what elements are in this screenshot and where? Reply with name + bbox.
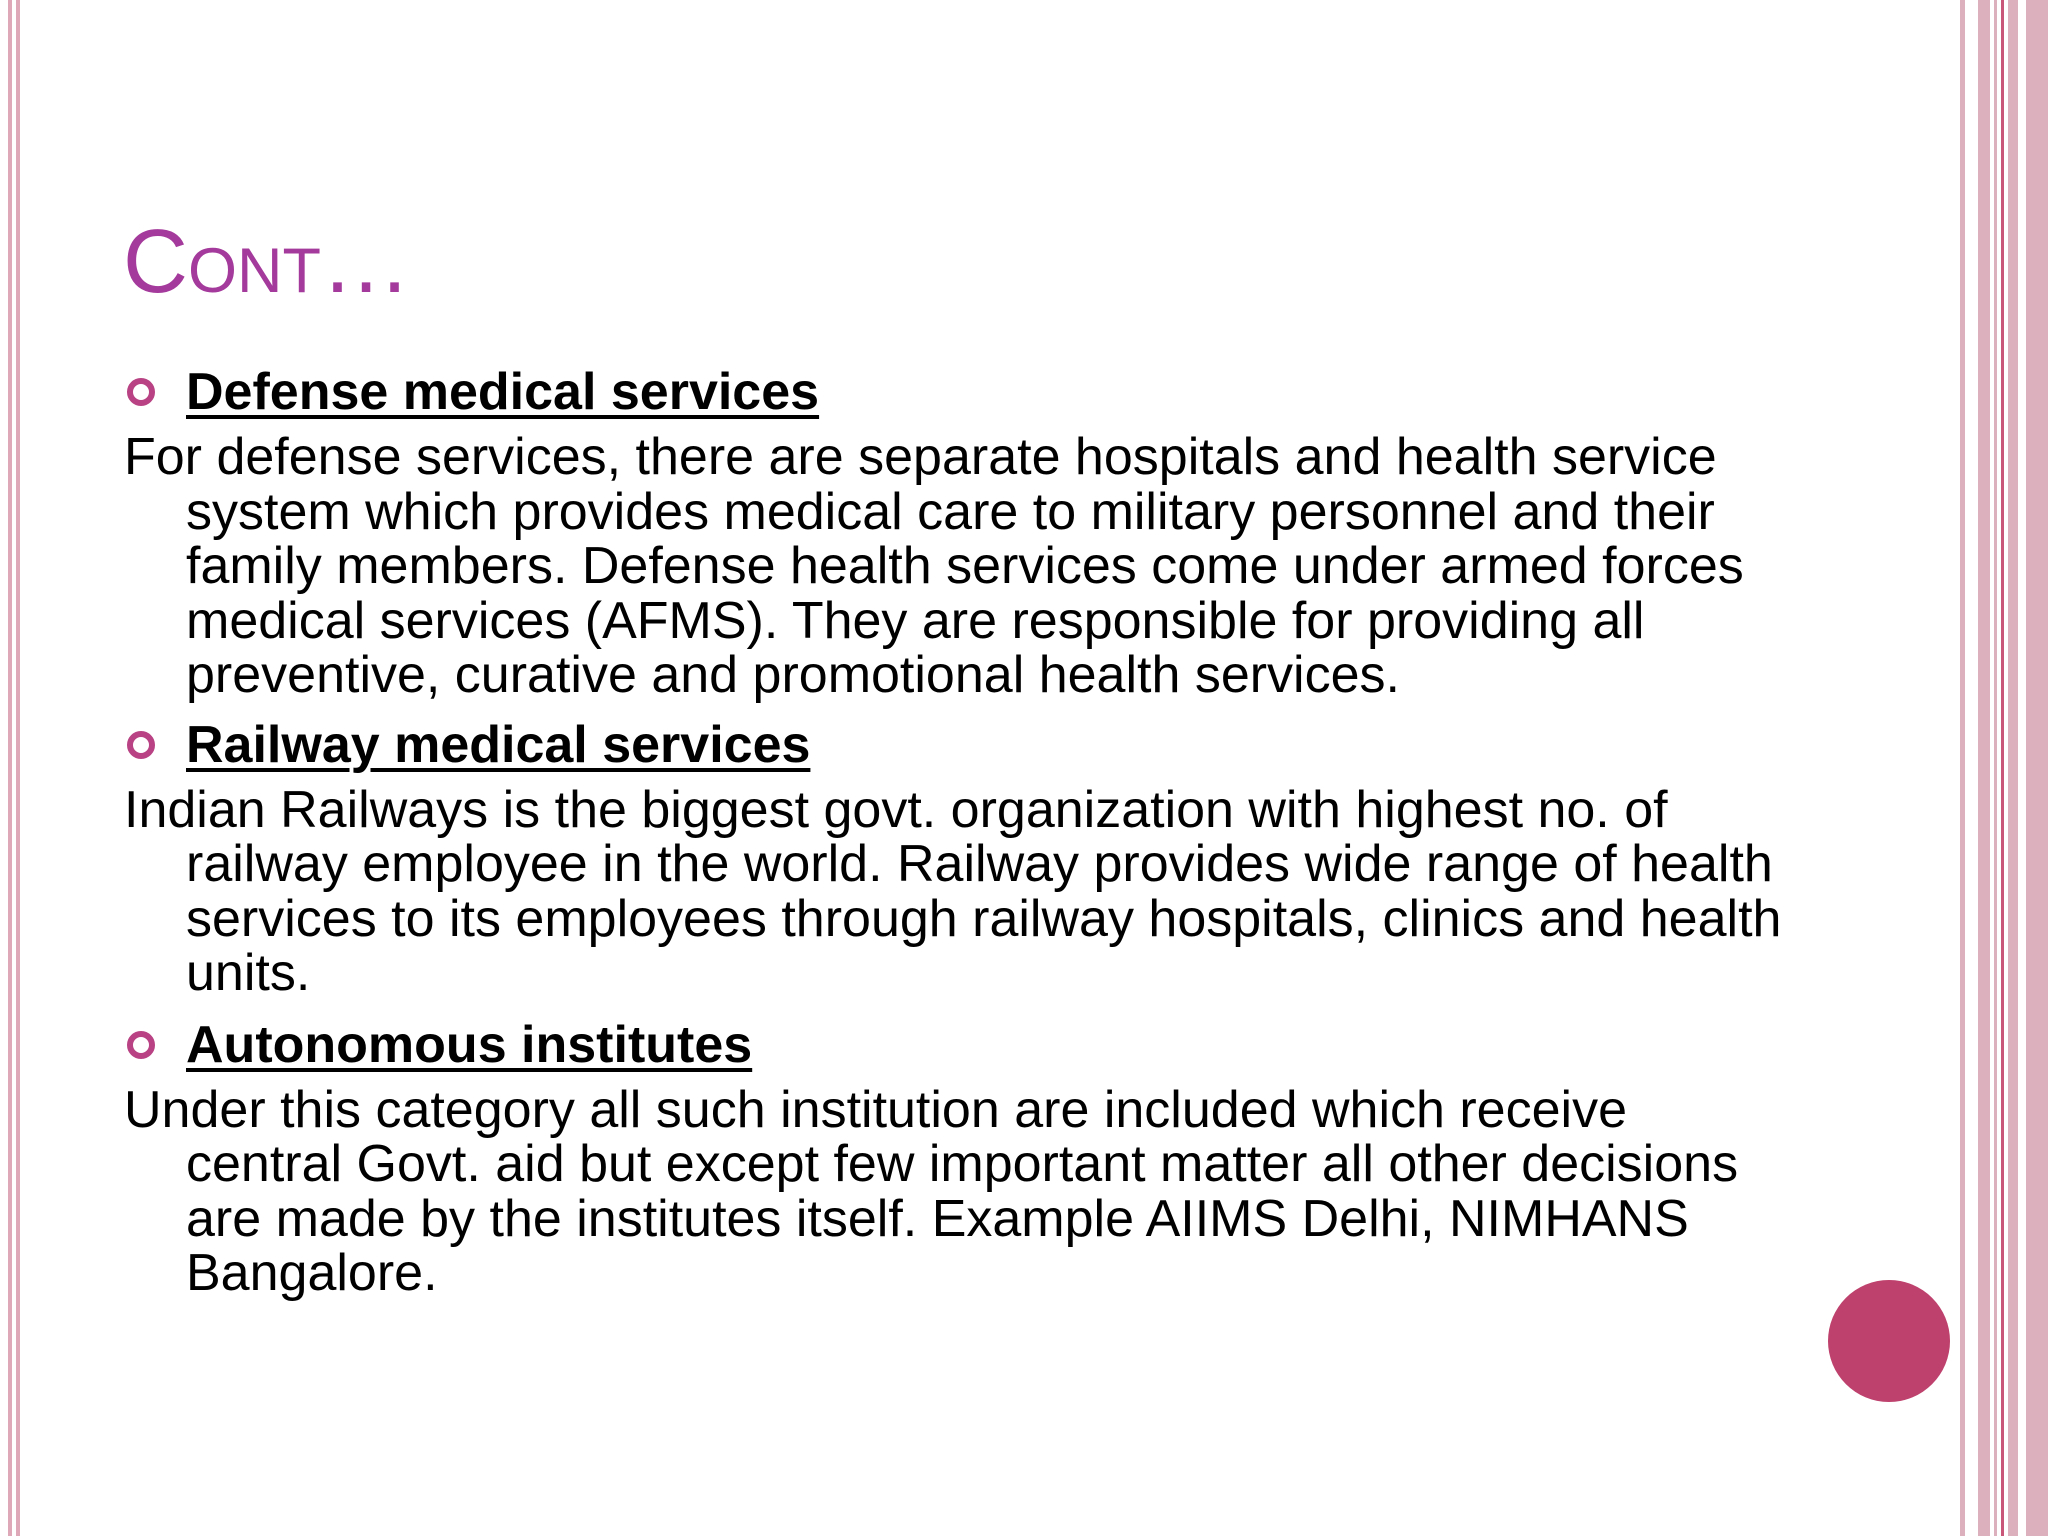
- bullet-item: [124, 362, 1784, 422]
- right-border-stripe: [2008, 0, 2018, 1536]
- right-border-stripe: [2026, 0, 2048, 1536]
- bullet-item: [124, 715, 1784, 775]
- hollow-circle-bullet-icon: [127, 731, 155, 759]
- right-border-stripe: [1960, 0, 1965, 1536]
- right-border-accent-stripe: [2001, 0, 2004, 1536]
- section-paragraph: For defense services, there are separate hospitals and health service system which provides medical care to military personnel and their family members. Defense health services come under armed forces medical services (AFMS). They are responsible for providing all preventive, curative and promotional health services.: [124, 428, 1744, 704]
- hollow-circle-bullet-icon: [127, 1031, 155, 1059]
- slide-title: Cont…: [123, 212, 411, 312]
- section-heading: Defense medical services: [186, 363, 820, 421]
- bullet-item: [124, 1015, 1784, 1075]
- section-heading: Autonomous institutes: [186, 1015, 753, 1074]
- left-border-stripe: [8, 0, 12, 1536]
- section-autonomous-institutes: [124, 1015, 1784, 1301]
- decorative-circle: [1828, 1280, 1950, 1402]
- slide-content: [124, 362, 1784, 1301]
- section-defense-medical-services: [124, 362, 1784, 703]
- right-border-stripe: [1978, 0, 1990, 1536]
- right-border-stripe: [1994, 0, 1997, 1536]
- section-heading: Railway medical services: [186, 715, 811, 774]
- section-paragraph: Indian Railways is the biggest govt. organization with highest no. of railway employee in the world. Railway provides wide range of health services to its employees through railway hospitals, clinics and health units.: [124, 780, 1782, 1002]
- section-railway-medical-services: [124, 715, 1784, 1001]
- hollow-circle-bullet-icon: [127, 378, 155, 406]
- left-border-stripe: [16, 0, 20, 1536]
- section-paragraph: Under this category all such institution are included which receive central Govt. aid but except few important matter all other decisions are made by the institutes itself. Example AIIMS Delhi, NIMHANS Bangalore.: [124, 1080, 1739, 1302]
